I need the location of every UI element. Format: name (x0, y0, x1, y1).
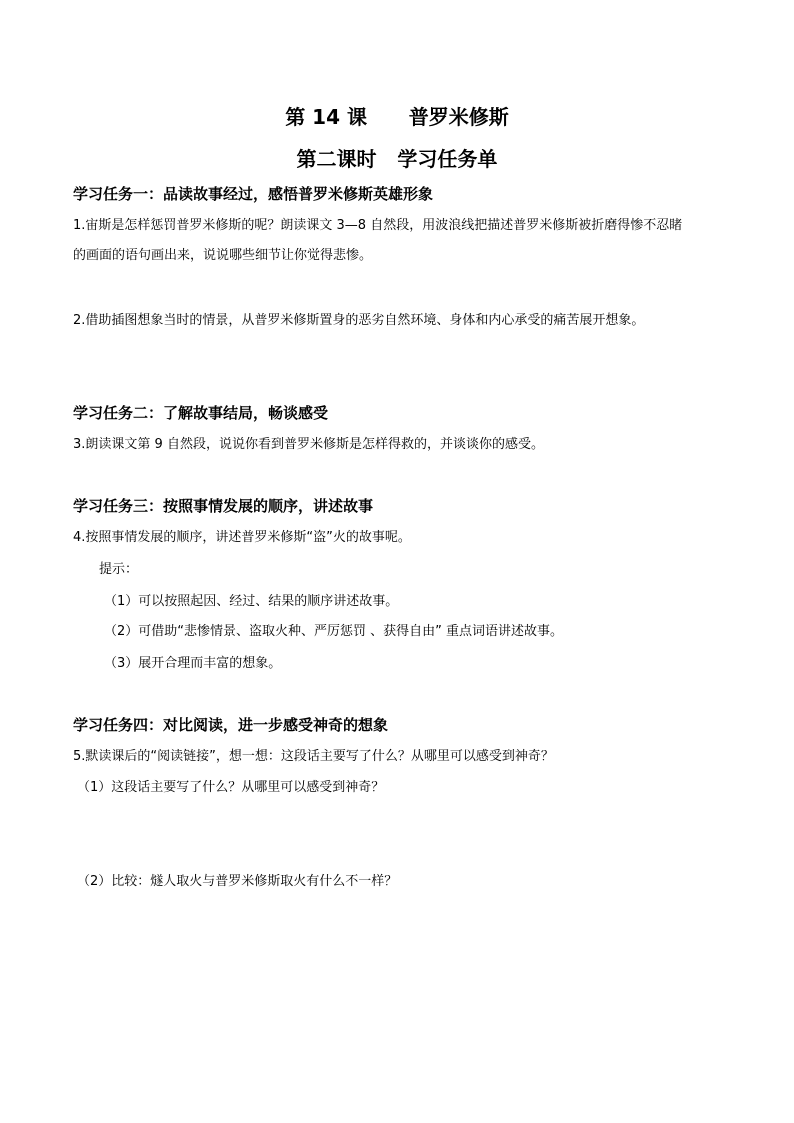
question-4: 4.按照事情发展的顺序，讲述普罗米修斯“盗”火的故事呢。 (73, 530, 411, 545)
question-2: 2.借助插图想象当时的情景，从普罗米修斯置身的恶劣自然环境、身体和内心承受的痛苦展开想象。 (73, 313, 645, 328)
question-5-sub-1: （1）这段话主要写了什么？从哪里可以感受到神奇？ (77, 780, 385, 795)
question-5: 5.默读课后的“阅读链接”，想一想：这段话主要写了什么？从哪里可以感受到神奇？ (73, 749, 554, 764)
hint-item-2: （2）可借助“悲惨情景、盗取火种、严厉惩罚 、获得自由” 重点词语讲述故事。 (104, 624, 564, 639)
question-1-line-1: 1.宙斯是怎样惩罚普罗米修斯的呢？朗读课文 3—8 自然段，用波浪线把描述普罗米修斯被折磨得惨不忍睹 (73, 218, 683, 233)
hint-item-1: （1）可以按照起因、经过、结果的顺序讲述故事。 (104, 594, 399, 609)
task-2-heading: 学习任务二：了解故事结局，畅谈感受 (73, 404, 329, 422)
task-3-heading: 学习任务三：按照事情发展的顺序，讲述故事 (73, 497, 374, 515)
task-4-heading: 学习任务四：对比阅读，进一步感受神奇的想象 (73, 716, 389, 734)
hint-item-3: （3）展开合理而丰富的想象。 (104, 656, 282, 671)
lesson-title: 第 14 课 普罗米修斯 (285, 105, 509, 129)
question-5-sub-2: （2）比较：燧人取火与普罗米修斯取火有什么不一样？ (77, 874, 398, 889)
hint-label: 提示： (99, 562, 139, 577)
task-1-heading: 学习任务一：品读故事经过，感悟普罗米修斯英雄形象 (73, 185, 434, 203)
question-1-line-2: 的画面的语句画出来，说说哪些细节让你觉得悲惨。 (73, 248, 373, 263)
lesson-subtitle: 第二课时 学习任务单 (296, 147, 498, 171)
question-3: 3.朗读课文第 9 自然段，说说你看到普罗米修斯是怎样得救的，并谈谈你的感受。 (73, 437, 544, 452)
